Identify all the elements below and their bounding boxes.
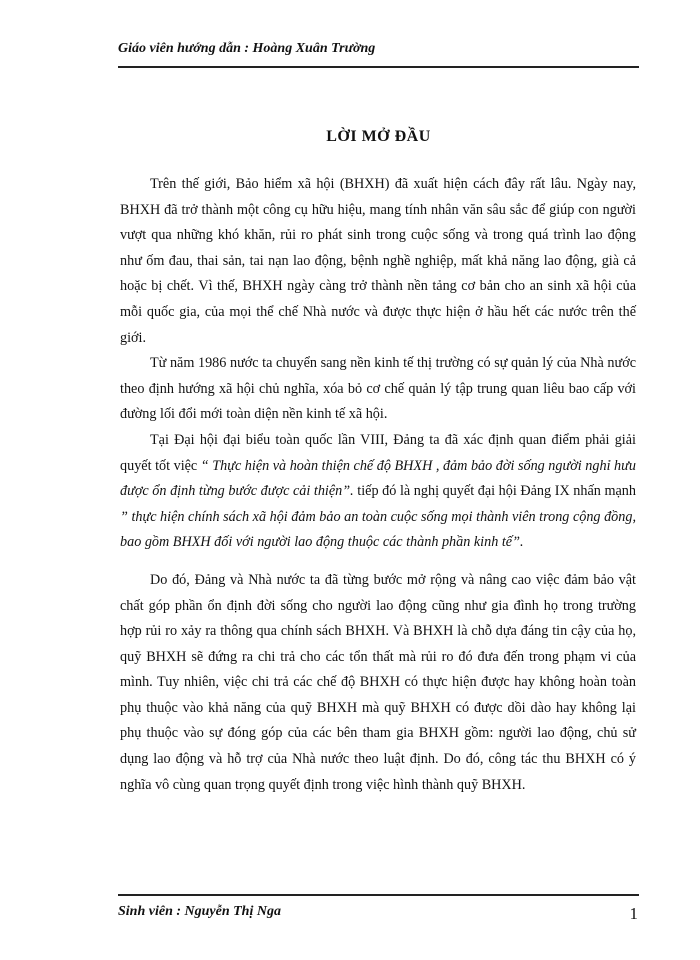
- student-name: Sinh viên : Nguyễn Thị Nga: [118, 904, 281, 919]
- paragraph-4: Do đó, Đảng và Nhà nước ta đã từng bước mở rộng và nâng cao việc đảm bảo vật chất góp phần ổn định đời sống cho người lao động cũng như gia đình họ trong trường hợp rủi ro xảy ra thông qua chính sách BHXH. Và BHXH là chỗ dựa đáng tin cậy của họ, quỹ BHXH sẽ đứng ra chi trả cho các tổn thất mà rủi ro đó đưa đến trong phạm vi của mình. Tuy nhiên, việc chi trả các chế độ BHXH có thực hiện được hay không hoàn toàn phụ thuộc vào khả năng của quỹ BHXH mà quỹ BHXH có được dồi dào hay không lại phụ thuộc vào sự đóng góp của các bên tham gia BHXH gồm: người lao động, chủ sử dụng lao động và hỗ trợ của Nhà nước theo luật định. Do đó, công tác thu BHXH có ý nghĩa vô cùng quan trọng quyết định trong việc hình thành quỹ BHXH.: [120, 571, 636, 793]
- page-title: LỜI MỞ ĐẦU: [326, 128, 431, 145]
- paragraph-3-text-a: Tại Đại hội đại biểu toàn quốc lần VIII, Đảng ta đã xác định quan điểm phải giải quyết tốt việc: [120, 431, 636, 474]
- paragraph-2: Từ năm 1986 nước ta chuyển sang nền kinh tế thị trường có sự quản lý của Nhà nước theo định hướng xã hội chủ nghĩa, xóa bỏ cơ chế quản lý tập trung quan liêu bao cấp với đường lối đổi mới toàn diện nền kinh tế xã hội.: [120, 355, 636, 423]
- page-header: Giáo viên hướng dẫn : Hoàng Xuân Trường: [118, 41, 376, 56]
- page-footer: [118, 902, 639, 922]
- document-body: [120, 172, 636, 798]
- paragraph-3-text-b: tiếp đó là nghị quyết đại hội Đảng IX nhấn mạnh: [353, 483, 636, 500]
- paragraph-3-quote-1: “ Thực hiện và hoàn thiện chế độ BHXH , đảm bảo đời sống người nghỉ hưu được ổn định từng bước được cải thiện”.: [120, 457, 636, 500]
- paragraph-1: Trên thế giới, Bảo hiểm xã hội (BHXH) đã xuất hiện cách đây rất lâu. Ngày nay, BHXH đã trở thành một công cụ hữu hiệu, mang tính nhân văn sâu sắc để giúp con người vượt qua những khó khăn, rủi ro phát sinh trong cuộc sống và trong quá trình lao động như ốm đau, thai sản, tai nạn lao động, bệnh nghề nghiệp, mất khả năng lao động, già cả hoặc bị chết. Vì thế, BHXH ngày càng trở thành nền tảng cơ bản cho an sinh xã hội của mỗi quốc gia, của mọi thể chế Nhà nước và được thực hiện ở hầu hết các nước trên thế giới.: [120, 176, 636, 346]
- paragraph-3: [120, 428, 636, 556]
- paragraph-3-quote-2: ” thực hiện chính sách xã hội đảm bảo an toàn cuộc sống mọi thành viên trong cộng đồng, bao gồm BHXH đối với người lao động thuộc các thành phần kinh tế”.: [120, 508, 636, 551]
- page-number: 1: [629, 904, 638, 923]
- header-divider: [118, 66, 639, 68]
- footer-divider: [118, 894, 639, 896]
